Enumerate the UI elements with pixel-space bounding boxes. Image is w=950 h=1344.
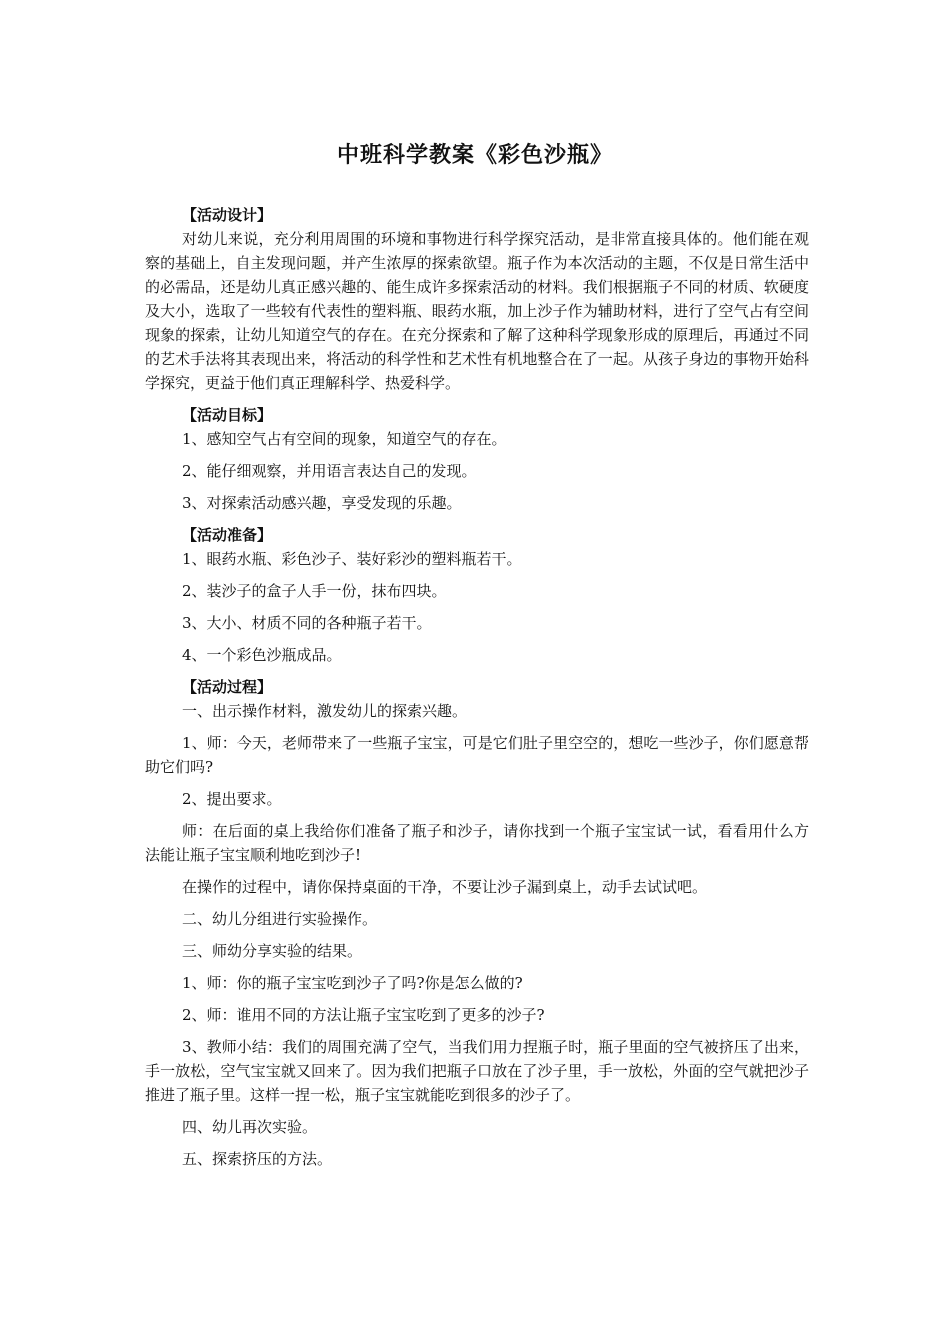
process-item: 1、师：今天，老师带来了一些瓶子宝宝，可是它们肚子里空空的，想吃一些沙子，你们愿意帮助它们吗? (145, 734, 809, 776)
goal-item: 2、能仔细观察，并用语言表达自己的发现。 (182, 462, 477, 480)
process-item: 一、出示操作材料，激发幼儿的探索兴趣。 (182, 702, 468, 720)
section-heading-goals: 【活动目标】 (182, 406, 273, 424)
document-title: 中班科学教案《彩色沙瓶》 (336, 143, 613, 168)
design-paragraph: 对幼儿来说，充分利用周围的环境和事物进行科学探究活动，是非常直接具体的。他们能在观察的基础上，自主发现问题，并产生浓厚的探索欲望。瓶子作为本次活动的主题，不仅是日常生活中的必需品，还是幼儿真正感兴趣的、能生成许多探索活动的材料。我们根据瓶子不同的材质、软硬度及大小，选取了一些较有代表性的塑料瓶、眼药水瓶，加上沙子作为辅助材料，进行了空气占有空间现象的探索，让幼儿知道空气的存在。在充分探索和了解了这种科学现象形成的原理后，再通过不同的艺术手法将其表现出来，将活动的科学性和艺术性有机地整合在了一起。从孩子身边的事物开始科学探究，更益于他们真正理解科学、热爱科学。 (145, 230, 809, 392)
process-item: 三、师幼分享实验的结果。 (182, 942, 363, 960)
prep-item: 4、一个彩色沙瓶成品。 (182, 646, 342, 664)
process-item: 二、幼儿分组进行实验操作。 (182, 910, 378, 928)
process-item: 3、教师小结：我们的周围充满了空气，当我们用力捏瓶子时，瓶子里面的空气被挤压了出来，手一放松，空气宝宝就又回来了。因为我们把瓶子口放在了沙子里，手一放松，外面的空气就把沙子推进了瓶子里。这样一捏一松，瓶子宝宝就能吃到很多的沙子了。 (145, 1038, 809, 1104)
prep-item: 2、装沙子的盒子人手一份，抹布四块。 (182, 582, 447, 600)
section-heading-prep: 【活动准备】 (182, 526, 273, 544)
process-item: 师：在后面的桌上我给你们准备了瓶子和沙子，请你找到一个瓶子宝宝试一试，看看用什么方法能让瓶子宝宝顺利地吃到沙子! (145, 822, 809, 864)
section-heading-process: 【活动过程】 (182, 678, 273, 696)
goal-item: 3、对探索活动感兴趣，享受发现的乐趣。 (182, 494, 462, 512)
process-item: 1、师：你的瓶子宝宝吃到沙子了吗?你是怎么做的? (182, 974, 523, 992)
process-item: 在操作的过程中，请你保持桌面的干净，不要让沙子漏到桌上，动手去试试吧。 (182, 878, 708, 896)
process-item: 2、提出要求。 (182, 790, 282, 808)
goal-item: 1、感知空气占有空间的现象，知道空气的存在。 (182, 430, 507, 448)
process-item: 2、师：谁用不同的方法让瓶子宝宝吃到了更多的沙子? (182, 1006, 545, 1024)
process-item: 五、探索挤压的方法。 (182, 1150, 333, 1168)
document-body (145, 203, 809, 1179)
prep-item: 3、大小、材质不同的各种瓶子若干。 (182, 614, 432, 632)
process-item: 四、幼儿再次实验。 (182, 1118, 318, 1136)
prep-item: 1、眼药水瓶、彩色沙子、装好彩沙的塑料瓶若干。 (182, 550, 522, 568)
section-heading-design: 【活动设计】 (182, 206, 273, 224)
